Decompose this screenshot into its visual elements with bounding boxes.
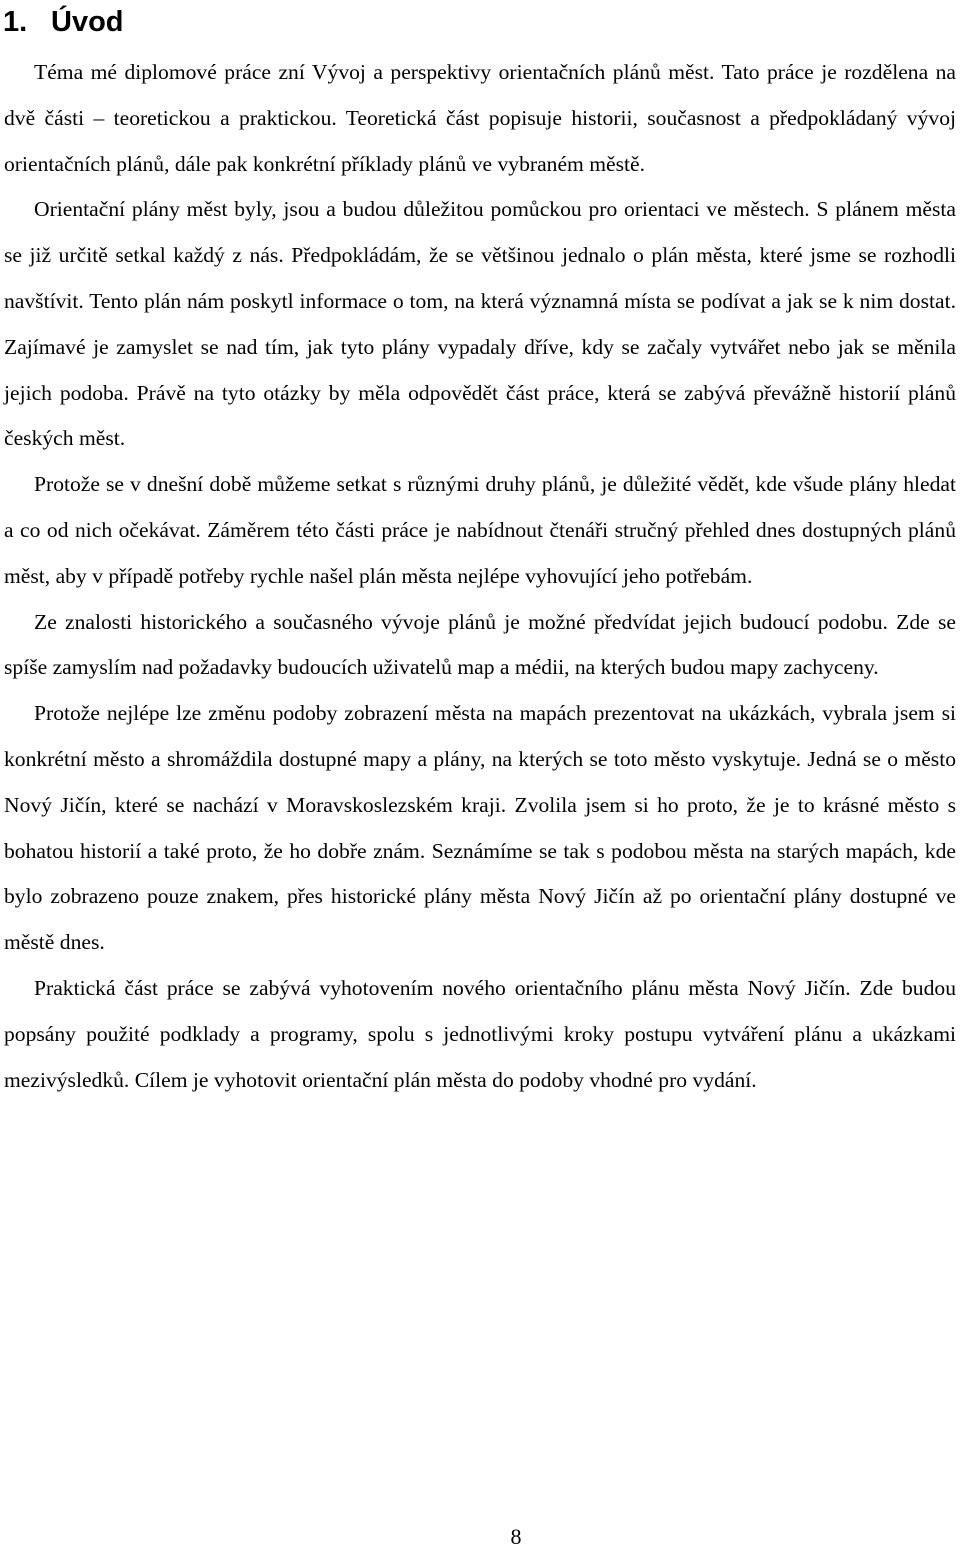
paragraph-novy-jicin: Protože nejlépe lze změnu podoby zobrazení města na mapách prezentovat na ukázkách, vybrala jsem si konkrétní město a shromáždila dostupné mapy a plány, na kterých se toto město vyskytuje. Jedná se o město Nový Jičín, které se nachází v Moravskoslezském kraji. Zvolila jsem si ho proto, že je to krásné město s bohatou historií a také proto, že ho dobře znám. Seznámíme se tak s podobou města na starých mapách, kde bylo zobrazeno pouze znakem, přes historické plány města Nový Jičín až po orientační plány dostupné ve městě dnes. (4, 701, 956, 955)
paragraph-orientation-plans: Orientační plány měst byly, jsou a budou důležitou pomůckou pro orientaci ve městech. S plánem města se již určitě setkal každý z nás. Předpokládám, že se většinou jednalo o plán města, které jsme se rozhodli navštívit. Tento plán nám poskytl informace o tom, na která významná místa se podívat a jak se k nim dostat. Zajímavé je zamyslet se nad tím, jak tyto plány vypadaly dříve, kdy se začaly vytvářet nebo jak se měnila jejich podoba. Právě na tyto otázky by měla odpovědět část práce, která se zabývá převážně historií plánů českých měst. (4, 197, 956, 451)
paragraph-topic: Téma mé diplomové práce zní Vývoj a perspektivy orientačních plánů měst. Tato práce je rozdělena na dvě části – teoretickou a praktickou. Teoretická část popisuje historii, současnost a předpokládaný vývoj orientačních plánů, dále pak konkrétní příklady plánů ve vybraném městě. (4, 60, 956, 176)
paragraph-future: Ze znalosti historického a současného vývoje plánů je možné předvídat jejich budoucí podobu. Zde se spíše zamyslím nad požadavky budoucích uživatelů map a médii, na kterých budou mapy zachyceny. (4, 609, 956, 680)
page-number: 8 (510, 1524, 522, 1549)
paragraph-practical-part: Praktická část práce se zabývá vyhotovením nového orientačního plánu města Nový Jičín. Zde budou popsány použité podklady a programy, spolu s jednotlivými kroky postupu vytváření plánu a ukázkami mezivýsledků. Cílem je vyhotovit orientační plán města do podoby vhodné pro vydání. (4, 975, 956, 1092)
chapter-heading (3, 2, 124, 42)
paragraph-plan-types: Protože se v dnešní době můžeme setkat s různými druhy plánů, je důležité vědět, kde všude plány hledat a co od nich očekávat. Záměrem této části práce je nabídnout čtenáři stručný přehled dnes dostupných plánů měst, aby v případě potřeby rychle našel plán města nejlépe vyhovující jeho potřebám. (4, 472, 956, 588)
chapter-number: 1. (3, 6, 28, 38)
chapter-body (4, 50, 956, 1103)
chapter-title: Úvod (51, 6, 124, 38)
